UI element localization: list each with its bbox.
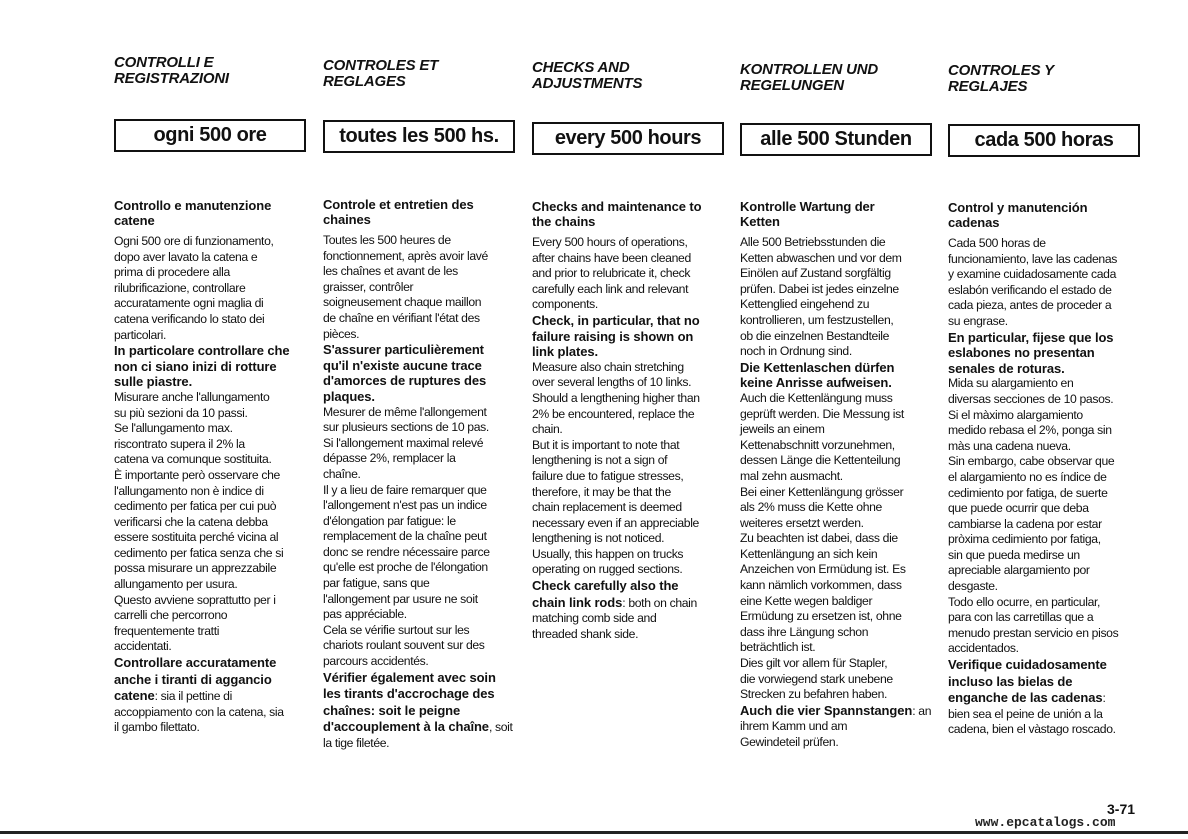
page-number: 3-71 xyxy=(1107,801,1136,817)
column-spanish xyxy=(948,63,1144,738)
column-italian xyxy=(114,55,310,736)
interval-box: alle 500 Stunden xyxy=(740,123,932,156)
section-heading: Kontrolle Wartung der Ketten xyxy=(740,199,875,229)
section-heading: Control y manutención cadenas xyxy=(948,200,1088,230)
section-heading: Controllo e manutenzione catene xyxy=(114,198,272,228)
bottom-divider xyxy=(0,831,1188,834)
section-body: Toutes les 500 heures de fonctionnement, après avoir lavé les chaînes et avant de les graisser, contrôler soigneusement chaque maillon de chaîne en vérifiant l'état des pièces. S'assurer particulièrement qu'il n'existe aucune trace d'amorces de ruptures des plaques. Mesurer de même l'allongement sur plusieurs sections de 10 pas. Si l'allongement maximal relevé dépasse 2%, remplacer la chaîne. Il y a lieu de faire remarquer que l'allongement n'est pas un indice d'élongation par fatigue: le remplacement de la chaîne peut donc se rendre nécessaire parce qu'elle est proche de l'élongation par fatigue, sans que l'allongement par usure ne soit pas appréciable. Cela se vérifie surtout sur les chariots roulant souvent sur des parcours accidentés. Vérifier également avec soin les tirants d'accrochage des chaînes: soit le peigne d'accouplement à la chaîne, soit la tige filetée. xyxy=(323,233,513,750)
column-title: CONTROLLI E REGISTRAZIONI xyxy=(114,54,229,87)
column-title: CONTROLES ET REGLAGES xyxy=(323,57,439,90)
interval-box: every 500 hours xyxy=(532,122,724,155)
column-title: KONTROLLEN UND REGELUNGEN xyxy=(740,61,879,94)
watermark-text: www.epcatalogs.com xyxy=(975,815,1116,830)
interval-box: toutes les 500 hs. xyxy=(323,120,515,153)
interval-box: cada 500 horas xyxy=(948,124,1140,157)
section-heading: Checks and maintenance to the chains xyxy=(532,199,702,229)
section-body: Alle 500 Betriebsstunden die Ketten abwaschen und vor dem Einölen auf Zustand sorgfältig prüfen. Dabei ist jedes einzelne Kettenglied eingehend zu kontrollieren, um festzustellen, ob die einzelnen Bestandteile noch in Ordnung sind. Die Kettenlaschen dürfen keine Anrisse aufweisen. Auch die Kettenlängung muss geprüft werden. Die Messung ist jeweils an einem Kettenabschnitt vorzunehmen, dessen Länge die Kettenteilung mal zehn ausmacht. Bei einer Kettenlängung grösser als 2% muss die Kette ohne weiteres ersetzt werden. Zu beachten ist dabei, dass die Kettenlängung an sich kein Anzeichen von Ermüdung ist. Es kann nämlich vorkommen, dass eine Kette wegen baldiger Ermüdung zu ersetzen ist, ohne dass ihre Längung schon beträchtlich ist. Dies gilt vor allem für Stapler, die vorwiegend stark unebene Strecken zu befahren haben. Auch die vier Spannstangen: an ihrem Kamm und am Gewindeteil prüfen. xyxy=(740,235,932,749)
section-body: Ogni 500 ore di funzionamento, dopo aver lavato la catena e prima di procedere alla rilubrificazione, controllare accuratamente ogni maglia di catena verificando lo stato dei particolari. In particolare controllare che non ci siano inizi di rotture sulle piastre. Misurare anche l'allungamento su più sezioni da 10 passi. Se l'allungamento max. riscontrato supera il 2% la catena va comunque sostituita. È importante però osservare che l'allungamento non è indice di cedimento per fatica per cui può verificarsi che la catena debba essere sostituita perché vicina al cedimento per fatica senza che si possa misurare un apprezzabile allungamento per usura. Questo avviene soprattutto per i carrelli che percorrono frequentemente tratti accidentati. Controllare accuratamente anche i tiranti di aggancio catene: sia il pettine di accoppiamento con la catena, sia il gambo filettato. xyxy=(114,234,290,735)
interval-box: ogni 500 ore xyxy=(114,119,306,152)
column-title: CHECKS AND ADJUSTMENTS xyxy=(532,59,643,92)
column-german xyxy=(740,62,936,751)
column-title: CONTROLES Y REGLAJES xyxy=(948,62,1054,95)
column-french xyxy=(323,58,519,752)
column-english xyxy=(532,60,728,642)
section-body: Cada 500 horas de funcionamiento, lave las cadenas y examine cuidadosamente cada eslabón verificando el estado de cada pieza, antes de proceder a su engrase. En particular, fijese que los eslabones no presentan senales de roturas. Mida su alargamiento en diversas secciones de 10 pasos. Si el màximo alargamiento medido rebasa el 2%, ponga sin màs una cadena nueva. Sin embargo, cabe observar que el alargamiento no es índice de cedimiento por fatiga, de suerte que puede ocurrir que deba cambiarse la cadena por estar pròxima cedimiento por fatiga, sin que pueda medirse un apreciable alargamiento por desgaste. Todo ello ocurre, en particular, para con las carretillas que a menudo prestan servicio en pisos accidentados. Verifique cuidadosamente incluso las bielas de enganche de las cadenas: bien sea el peine de unión a la cadena, bien el vàstago roscado. xyxy=(948,236,1119,737)
section-heading: Controle et entretien des chaines xyxy=(323,197,474,227)
section-body: Every 500 hours of operations, after chains have been cleaned and prior to relubricate it, check carefully each link and relevant components. Check, in particular, that no failure raising is shown on link plates. Measure also chain stretching over several lengths of 10 links. Should a lengthening higher than 2% be encountered, replace the chain. But it is important to note that lengthening is not a sign of failure due to fatigue stresses, therefore, it may be that the chain replacement is deemed necessary even if an appreciable lengthening is not noticed. Usually, this happen on trucks operating on rugged sections. Check carefully also the chain link rods: both on chain matching comb side and threaded shank side. xyxy=(532,235,700,641)
